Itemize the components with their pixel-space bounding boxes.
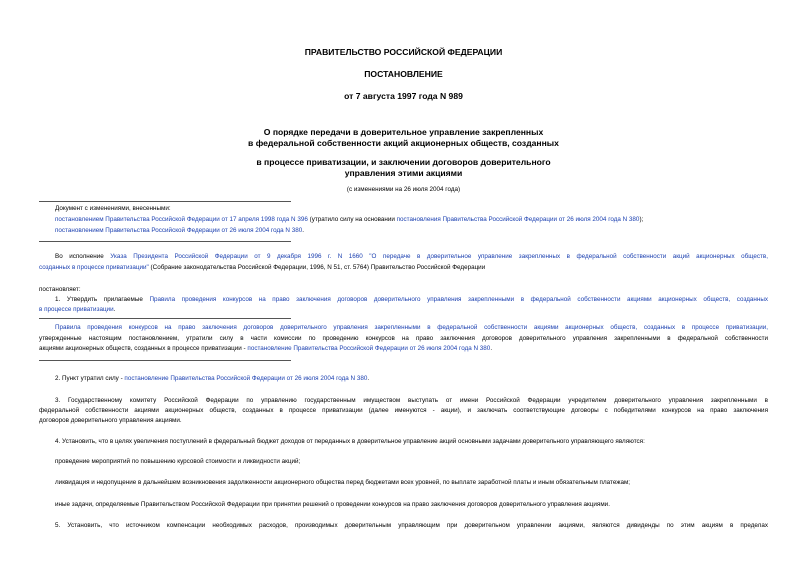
- note-line-3: акциями акционерных обществ, созданных в процессе приватизации - постановление Правительства Российской Федерации от 26 июля 2004 года N 380.: [39, 345, 493, 352]
- note-bottom-rule: [39, 360, 291, 361]
- changes-top-rule: [39, 201, 291, 202]
- amendment-date-note: (с изменениями на 26 июля 2004 года): [346, 186, 461, 193]
- change-link-380-a[interactable]: постановления Правительства Российской Федерации от 26 июля 2004 года N 380: [396, 216, 640, 223]
- title-line-3: в процессе приватизации, и заключении договоров доверительного: [256, 157, 551, 167]
- item-2-link-380[interactable]: постановление Правительства Российской Федерации от 26 июля 2004 года N 380: [124, 375, 368, 382]
- changes-bottom-rule: [39, 241, 291, 242]
- government-heading: ПРАВИТЕЛЬСТВО РОССИЙСКОЙ ФЕДЕРАЦИИ: [304, 47, 503, 57]
- item-5-line-1: 5. Установить, что источником компенсации необходимых расходов, производимых доверительным управляющим при доверительном управлении акциями, являются дивиденды по этим акциям в пределах: [55, 522, 768, 529]
- changes-intro: Документ с изменениями, внесенными:: [55, 205, 171, 212]
- rules-note-link[interactable]: Правила проведения конкурсов на право заключения договоров доверительного управления закрепленными в федеральной собственности акциями акционерных обществ, созданных в процессе приватизации,: [55, 324, 768, 331]
- item-3-line-2: федеральной собственности акциями акционерных обществ, созданных в процессе приватизации (далее именуются - акции), и заключать соответствующие договоры с победителями конкурсов на право заключения: [39, 407, 768, 414]
- preamble-line-1: Во исполнение Указа Президента Российской Федерации от 9 декабря 1996 г. N 1660 "О передаче в доверительное управление закрепленных в федеральной собственности акций акционерных обществ,: [55, 253, 769, 260]
- item-3-line-1: 3. Государственному комитету Российской Федерации по управлению государственным имуществом выступать от имени Российской Федерации учредителем доверительного управления закрепленными в: [55, 397, 768, 404]
- item-2: 2. Пункт утратил силу - постановление Правительства Российской Федерации от 26 июля 2004 года N 380.: [55, 375, 370, 382]
- item-4-bullet-1: проведение мероприятий по повышению курсовой стоимости и ликвидности акций;: [55, 458, 301, 465]
- item-4-line-1: 4. Установить, что в целях увеличения поступлений в федеральный бюджет доходов от переданных в доверительное управление акций основными задачами доверительного управляющего являются:: [55, 438, 645, 445]
- note-link-380[interactable]: постановление Правительства Российской Федерации от 26 июля 2004 года N 380: [247, 345, 491, 352]
- item-4-bullet-2: ликвидация и недопущение в дальнейшем возникновения задолженности акционерного общества перед бюджетами всех уровней, по выплате заработной платы и иным обязательным платежам;: [55, 479, 631, 486]
- note-line-1: [55, 323, 768, 332]
- note-line-2: утвержденные настоящим постановлением, утратили силу в части комиссии по проведению конкурсов на право заключения договоров доверительного управления закрепленными в федеральной собственности: [39, 335, 768, 342]
- document-type-heading: ПОСТАНОВЛЕНИЕ: [364, 69, 443, 79]
- document-date-heading: от 7 августа 1997 года N 989: [344, 91, 463, 101]
- item-1-line-1: 1. Утвердить прилагаемые Правила проведения конкурсов на право заключения договоров доверительного управления закрепленными в федеральной собственности акциями акционерных обществ, созданных: [55, 296, 768, 303]
- title-line-1: О порядке передачи в доверительное управление закрепленных: [263, 127, 544, 137]
- decides-text: постановляет:: [39, 286, 81, 293]
- title-line-4: управления этими акциями: [344, 168, 463, 178]
- rules-link-cont[interactable]: в процессе приватизации: [39, 306, 114, 313]
- changes-item-2: постановлением Правительства Российской Федерации от 26 июля 2004 года N 380.: [55, 227, 304, 234]
- change-link-380-b[interactable]: постановлением Правительства Российской Федерации от 26 июля 2004 года N 380: [55, 227, 303, 234]
- item-4-bullet-3: иные задачи, определяемые Правительством Российской Федерации при принятии решений о проведении конкурсов на право заключения договоров доверительного управления акциями.: [55, 501, 610, 508]
- changes-item-1: постановлением Правительства Российской Федерации от 17 апреля 1998 года N 396 (утратило силу на основании постановления Правительства Российской Федерации от 26 июля 2004 года N 380);: [55, 216, 644, 223]
- item-1-line-2: в процессе приватизации.: [39, 306, 116, 313]
- decree-1660-link-cont[interactable]: созданных в процессе приватизации": [39, 264, 149, 271]
- item-3-line-3: договоров доверительного управления акциями.: [39, 417, 182, 424]
- change-link-396[interactable]: постановлением Правительства Российской Федерации от 17 апреля 1998 года N 396: [55, 216, 308, 223]
- rules-link[interactable]: Правила проведения конкурсов на право заключения договоров доверительного управления закрепленными в федеральной собственности акциями акционерных обществ, созданных: [149, 296, 768, 303]
- preamble-line-2: созданных в процессе приватизации" (Собрание законодательства Российской Федерации, 1996, N 51, ст. 5764) Правительство Российской Федерации: [39, 264, 486, 271]
- note-top-rule: [39, 318, 291, 319]
- decree-1660-link[interactable]: Указа Президента Российской Федерации от 9 декабря 1996 г. N 1660 "О передаче в доверительное управление закрепленных в федеральной собственности акций акционерных обществ,: [110, 253, 769, 260]
- title-line-2: в федеральной собственности акций акционерных обществ, созданных: [248, 138, 559, 148]
